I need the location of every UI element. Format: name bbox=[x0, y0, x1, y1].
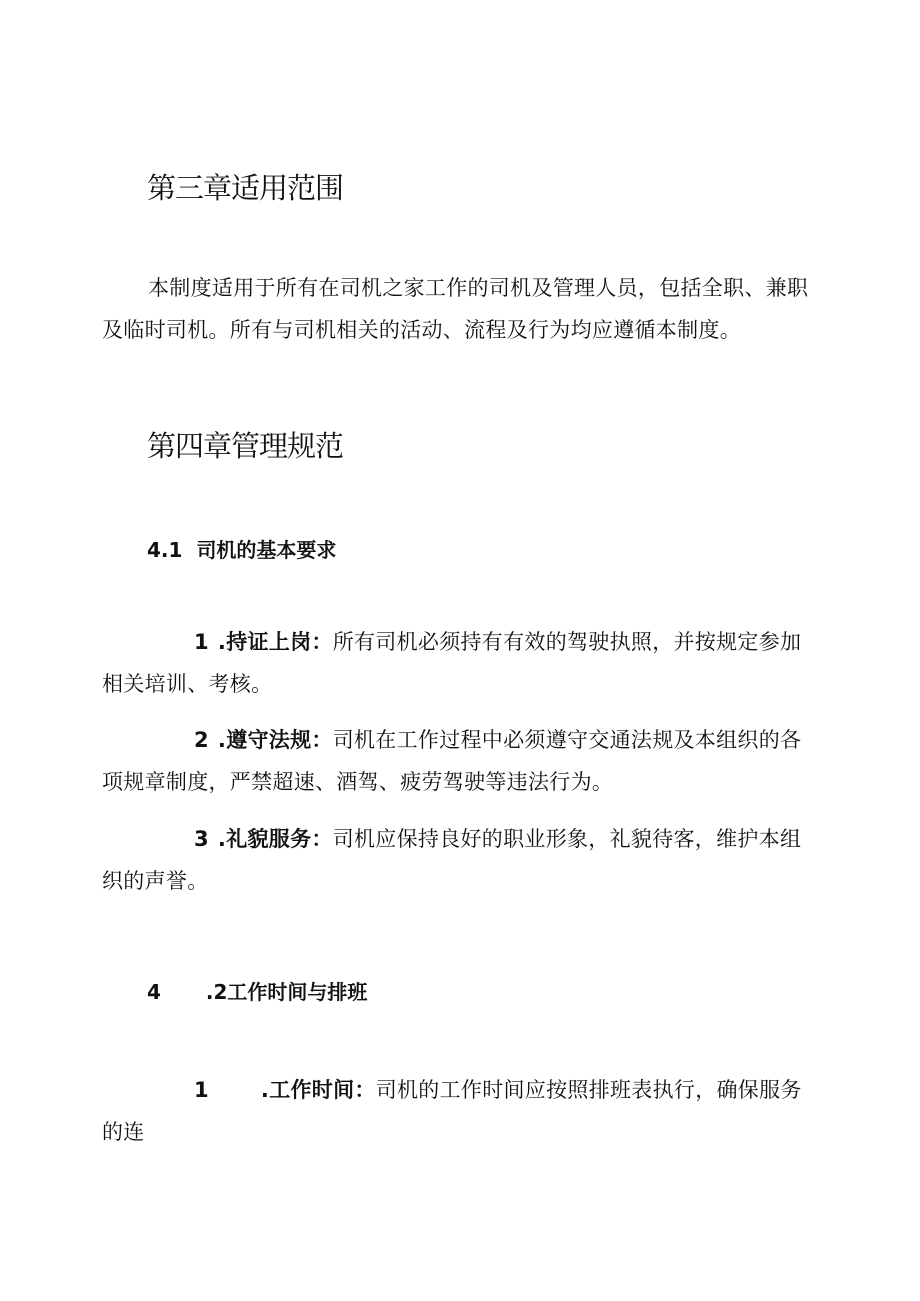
item-text: 司机应保持良好的职业形象，礼貌待客，维护本组织的声誉。 bbox=[102, 827, 802, 893]
list-item bbox=[102, 719, 818, 803]
item-text: 司机的工作时间应按照排班表执行，确保服务的连 bbox=[102, 1078, 802, 1144]
item-dot: . bbox=[217, 630, 227, 654]
item-number: 1 bbox=[194, 1078, 209, 1102]
section-title: 司机的基本要求 bbox=[196, 538, 337, 562]
chapter-4-title: 第四章管理规范 bbox=[147, 429, 344, 463]
item-term: 工作时间： bbox=[269, 1078, 376, 1102]
item-text: 所有司机必须持有有效的驾驶执照，并按规定参加相关培训、考核。 bbox=[102, 630, 802, 696]
chapter-3-title: 第三章适用范围 bbox=[147, 171, 344, 205]
item-number: 1 bbox=[194, 630, 209, 654]
section-number: 4 bbox=[147, 980, 161, 1004]
list-item bbox=[102, 621, 818, 705]
section-number: 4.1 bbox=[147, 538, 183, 562]
item-text: 司机在工作过程中必须遵守交通法规及本组织的各项规章制度，严禁超速、酒驾、疲劳驾驶等违法行为。 bbox=[102, 728, 802, 794]
item-dot: . bbox=[260, 1078, 270, 1102]
item-number: 3 bbox=[194, 827, 209, 851]
item-number: 2 bbox=[194, 728, 209, 752]
chapter-3-body: 本制度适用于所有在司机之家工作的司机及管理人员，包括全职、兼职及临时司机。所有与司机相关的活动、流程及行为均应遵循本制度。 bbox=[102, 276, 809, 342]
item-term: 礼貌服务： bbox=[226, 827, 333, 851]
item-term: 遵守法规： bbox=[226, 728, 333, 752]
section-title: .2工作时间与排班 bbox=[205, 980, 368, 1004]
item-dot: . bbox=[217, 728, 227, 752]
section-4-1-heading bbox=[147, 534, 336, 563]
list-item bbox=[102, 1069, 818, 1153]
list-item bbox=[102, 818, 818, 902]
section-4-2-heading bbox=[147, 976, 367, 1005]
item-dot: . bbox=[217, 827, 227, 851]
item-term: 持证上岗： bbox=[226, 630, 333, 654]
